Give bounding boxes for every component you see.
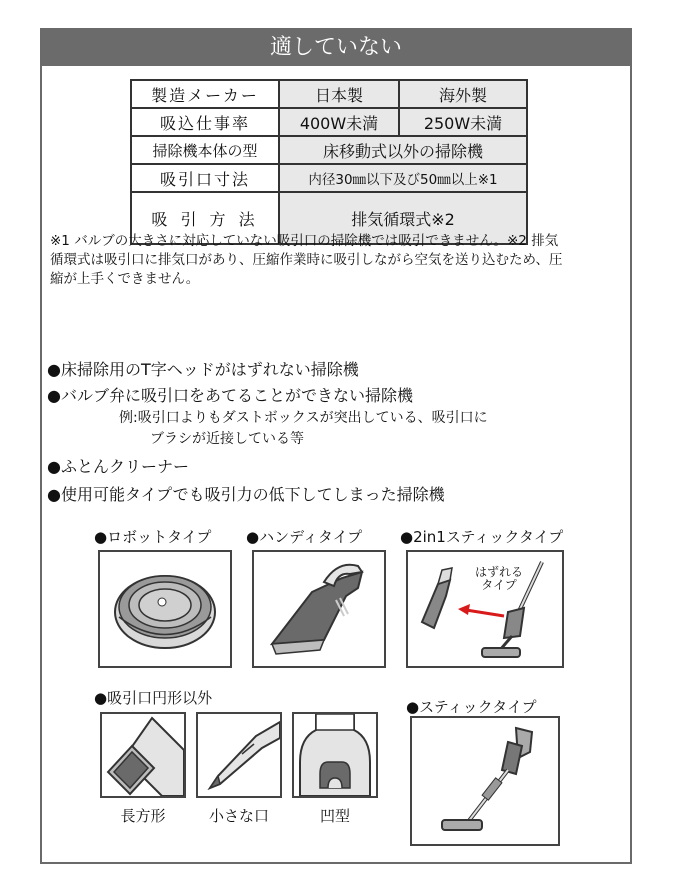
row-label: 製造メーカー bbox=[131, 80, 279, 108]
handy-vacuum-icon bbox=[254, 552, 384, 666]
table-row bbox=[131, 108, 527, 136]
table-row bbox=[131, 164, 527, 192]
detachable-type-label: はずれる タイプ bbox=[474, 565, 523, 592]
cell-overseas: 250W未満 bbox=[399, 108, 527, 136]
nozzle-type-caption: ●吸引口円形以外 bbox=[94, 689, 213, 707]
bullet-item: ●バルブ弁に吸引口をあてることができない掃除機 bbox=[47, 386, 413, 405]
nozzle-label-concave: 凹型 bbox=[319, 807, 350, 825]
row-label: 吸込仕事率 bbox=[131, 108, 279, 136]
stick-vacuum-icon bbox=[412, 718, 558, 844]
cell-japan: 400W未満 bbox=[279, 108, 399, 136]
small-nozzle-icon bbox=[198, 714, 280, 796]
robot-vacuum-icon bbox=[100, 552, 230, 666]
two-in-one-type-caption: ●2in1スティックタイプ bbox=[400, 528, 564, 546]
example-text: ブラシが近接している等 bbox=[150, 431, 304, 447]
footnote-text: ※1 バルブの大きさに対応していない吸引口の掃除機では吸引できません。※2 排気循環式は吸引口に排気口があり、圧縮作業時に吸引しながら空気を送り込むため、圧縮が上手くできません。 bbox=[50, 233, 563, 287]
nozzle-label-rect: 長方形 bbox=[120, 807, 166, 825]
bullet-item: ●ふとんクリーナー bbox=[47, 457, 189, 476]
handy-type-caption: ●ハンディタイプ bbox=[246, 528, 363, 546]
handy-vacuum-image bbox=[252, 550, 386, 668]
table-row bbox=[131, 136, 527, 164]
robot-type-caption: ●ロボットタイプ bbox=[94, 528, 212, 546]
concave-nozzle-icon bbox=[294, 714, 376, 796]
rectangular-nozzle-icon bbox=[102, 714, 184, 796]
cell-value: 内径30㎜以下及び50㎜以上※1 bbox=[279, 164, 527, 192]
spec-table bbox=[130, 79, 528, 245]
row-label: 吸 引 方 法 bbox=[131, 192, 279, 244]
stick-type-caption: ●スティックタイプ bbox=[406, 698, 537, 716]
bullet-item: ●使用可能タイプでも吸引力の低下してしまった掃除機 bbox=[47, 485, 445, 504]
two-in-one-vacuum-image bbox=[406, 550, 564, 668]
table-row bbox=[131, 80, 527, 108]
row-label: 掃除機本体の型 bbox=[131, 136, 279, 164]
small-nozzle-image bbox=[196, 712, 282, 798]
row-label: 吸引口寸法 bbox=[131, 164, 279, 192]
panel-title: 適していない bbox=[42, 30, 630, 66]
cell-value: 排気循環式※2 bbox=[279, 192, 527, 244]
example-text: 例:吸引口よりもダストボックスが突出している、吸引口に bbox=[119, 410, 488, 426]
bullet-item: ●床掃除用のT字ヘッドがはずれない掃除機 bbox=[47, 360, 359, 379]
robot-vacuum-image bbox=[98, 550, 232, 668]
cell-overseas: 海外製 bbox=[399, 80, 527, 108]
nozzle-label-small: 小さな口 bbox=[208, 807, 269, 825]
cell-value: 床移動式以外の掃除機 bbox=[279, 136, 527, 164]
cell-japan: 日本製 bbox=[279, 80, 399, 108]
rectangular-nozzle-image bbox=[100, 712, 186, 798]
concave-nozzle-image bbox=[292, 712, 378, 798]
stick-vacuum-image bbox=[410, 716, 560, 846]
